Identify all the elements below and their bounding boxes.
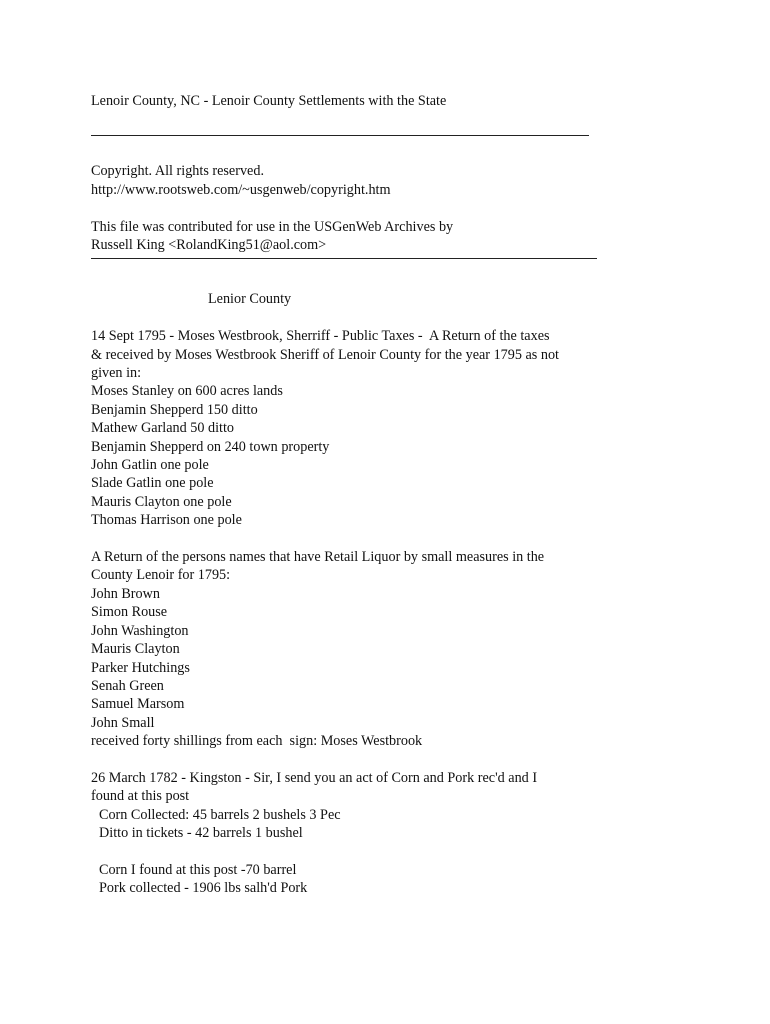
tax-entry: Benjamin Shepperd 150 ditto xyxy=(91,401,258,418)
liquor-name: John Washington xyxy=(91,622,189,639)
spacer xyxy=(91,530,731,548)
tax-entry: Mauris Clayton one pole xyxy=(91,493,232,510)
spacer xyxy=(91,199,731,217)
liquor-name: Samuel Marsom xyxy=(91,696,185,713)
copyright-url: http://www.rootsweb.com/~usgenweb/copyright.htm xyxy=(91,181,391,198)
divider-bottom xyxy=(91,258,597,259)
copyright-line: Copyright. All rights reserved. xyxy=(91,163,264,180)
liquor-name: Simon Rouse xyxy=(91,604,168,621)
liquor-return-intro: A Return of the persons names that have Retail Liquor by small measures in the xyxy=(91,549,545,566)
corn-pork-intro: 26 March 1782 - Kingston - Sir, I send you an act of Corn and Pork rec'd and I xyxy=(91,769,538,786)
liquor-name: Mauris Clayton xyxy=(91,641,180,658)
tax-entry: Slade Gatlin one pole xyxy=(91,475,214,492)
tax-entry: John Gatlin one pole xyxy=(91,457,209,474)
corn-pork-item: Ditto in tickets - 42 barrels 1 bushel xyxy=(99,825,303,842)
contribution-line: This file was contributed for use in the USGenWeb Archives by xyxy=(91,218,454,235)
spacer xyxy=(91,309,731,327)
liquor-name: John Brown xyxy=(91,585,160,602)
tax-return-intro: 14 Sept 1795 - Moses Westbrook, Sherriff - Public Taxes - A Return of the taxes xyxy=(91,328,550,345)
tax-entry: Moses Stanley on 600 acres lands xyxy=(91,383,283,400)
corn-pork-item: Corn Collected: 45 barrels 2 bushels 3 Pec xyxy=(99,806,341,823)
tax-entry: Benjamin Shepperd on 240 town property xyxy=(91,438,330,455)
liquor-name: John Small xyxy=(91,714,155,731)
divider-top xyxy=(91,135,589,136)
spacer xyxy=(91,751,731,769)
liquor-return-intro: County Lenoir for 1795: xyxy=(91,567,231,584)
section-heading: Lenior County xyxy=(208,291,292,308)
tax-return-section xyxy=(91,327,731,529)
spacer xyxy=(91,843,731,861)
liquor-name: Senah Green xyxy=(91,677,164,694)
contributor-line: Russell King <RolandKing51@aol.com> xyxy=(91,237,327,254)
corn-pork-item: Pork collected - 1906 lbs salh'd Pork xyxy=(99,880,308,897)
tax-return-intro: & received by Moses Westbrook Sheriff of Lenoir County for the year 1795 as not xyxy=(91,346,559,363)
document-page xyxy=(91,92,731,898)
corn-pork-intro: found at this post xyxy=(91,788,190,805)
tax-return-intro: given in: xyxy=(91,365,142,382)
corn-pork-section xyxy=(91,769,731,898)
liquor-name: Parker Hutchings xyxy=(91,659,190,676)
liquor-return-closing: received forty shillings from each sign: Moses Westbrook xyxy=(91,733,423,750)
tax-entry: Mathew Garland 50 ditto xyxy=(91,420,235,437)
liquor-return-section xyxy=(91,548,731,750)
document-title: Lenoir County, NC - Lenoir County Settlements with the State xyxy=(91,93,447,109)
corn-pork-item: Corn I found at this post -70 barrel xyxy=(99,861,297,878)
tax-entry: Thomas Harrison one pole xyxy=(91,512,242,529)
